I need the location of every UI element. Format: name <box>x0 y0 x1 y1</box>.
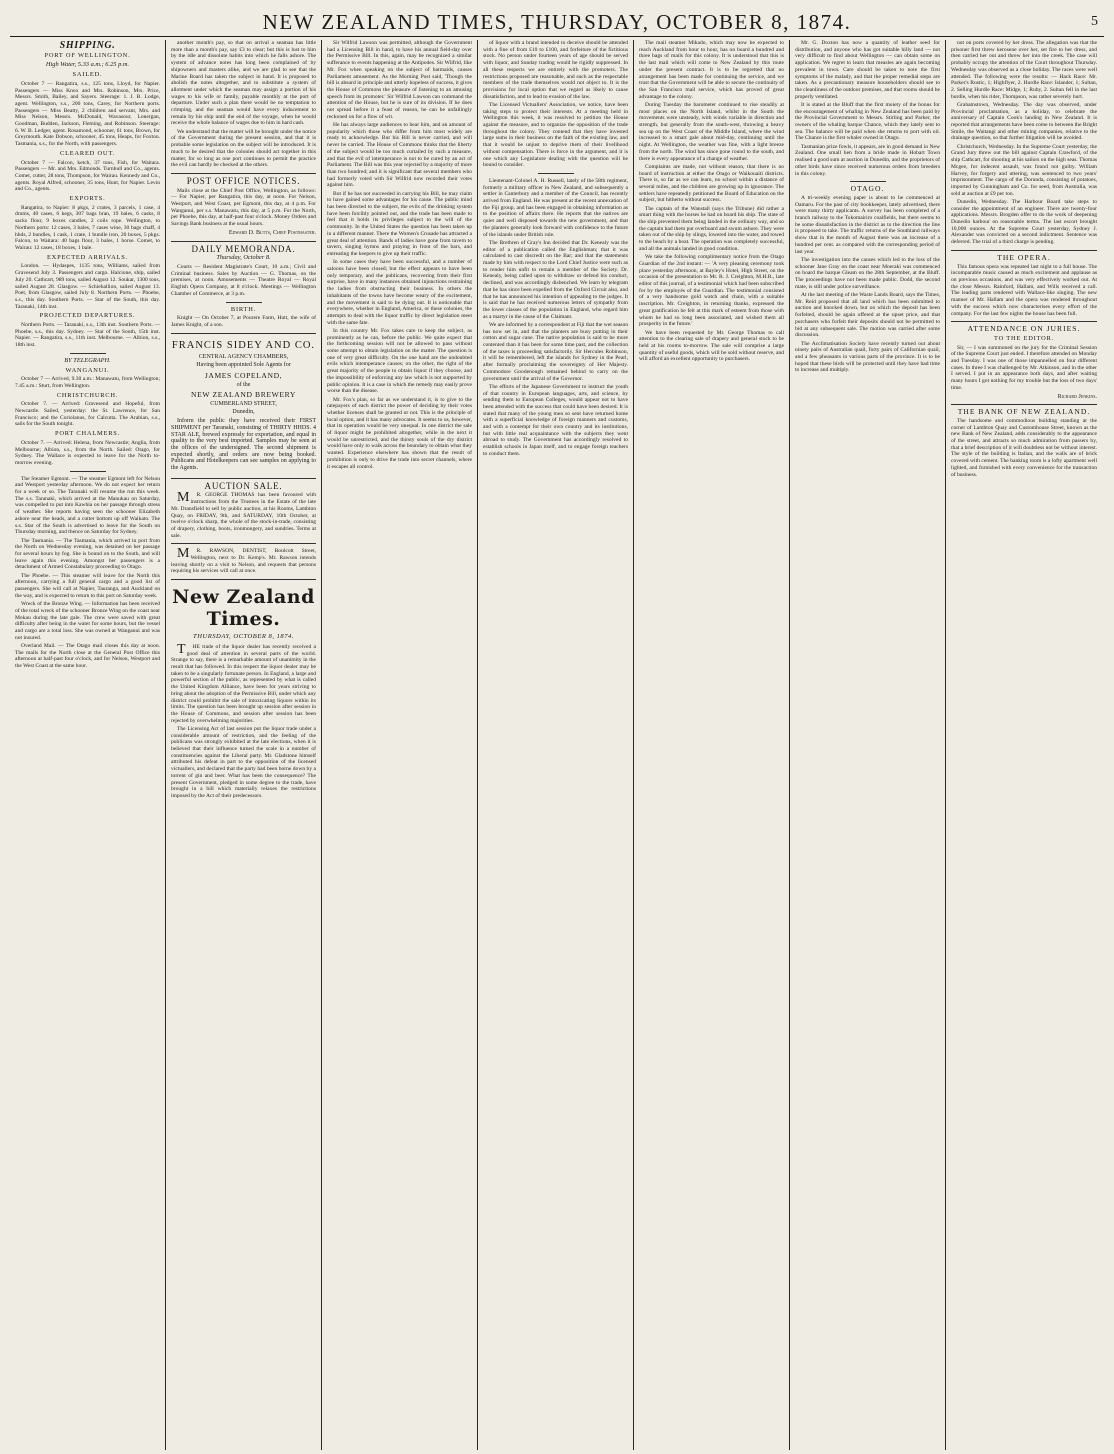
auction-text: MR. GEORGE THOMAS has been favoured with instructions from the Trustees in the Estate of the late Mr. Dransfield to sell by public auction, at his Rooms, Lambton Quay, on FRIDAY, 9th, and SATURDAY, 10th October, at twelve o'clock sharp, the whole of the stock-in-trade, consisting of drapery, clothing, boots, ironmongery, and sundries. Terms at sale. <box>171 490 316 539</box>
masthead <box>10 8 1104 37</box>
otago-heading: OTAGO. <box>850 184 885 194</box>
editorial-paragraph: In some cases they have been successful, and a number of saloons have been closed; but the effect appears to have been only temporary, and the publicans, recovering from their first surprise, have in many instances obtained injunctions restraining the ladies from obstructing their business. In others the inhabitants of the towns have become weary of the excitement, and the movement is said to be dying out. It is noticeable that everywhere, whether in England, America, or these colonies, the attempts to deal with the liquor traffic by direct legislation meet with the same fate. <box>327 259 472 326</box>
advertisement-sidey <box>171 333 316 479</box>
article-paragraph: Overland Mail. — The Otago mail closes this day at noon. The mails for the North close at the General Post Office this afternoon at half-past four o'clock, and for Nelson, Westport and the West Coast at the same hour. <box>15 642 160 670</box>
wanganui-heading: WANGANUI. <box>65 366 110 374</box>
memoranda-heading: DAILY MEMORANDA. <box>191 243 296 254</box>
editorial-date: THURSDAY, OCTOBER 8, 1874. <box>193 633 294 641</box>
memoranda-date: Thursday, October 8. <box>216 254 271 262</box>
divider <box>951 250 1097 251</box>
tide-times: High Water, 5.33 a.m.; 6.25 p.m. <box>45 61 130 69</box>
news-paragraph: Lieutenant-Colonel A. H. Russell, lately of the 58th regiment, formerly a military officer in New Zealand, and subsequently a settler in Canterbury and a member of the Council, has recently arrived from England. He was present at the recent annexation of the Fiji group, and has been engaged in obtaining information as to the position of affairs there. He reports that the natives are quiet and well disposed towards the new government, and that the planters generally look forward with confidence to the future of the islands under British rule. <box>483 177 628 238</box>
to-the-editor: TO THE EDITOR. <box>993 334 1054 342</box>
news-paragraph: We are informed by a correspondent at Fiji that the wet season has now set in, and that the planters are busy putting in their cotton and sugar cane. The native population is said to be more contented than it has been for some time past, and the collection of the taxes is proceeding satisfactorily. Sir Hercules Robinson, it will be remembered, left the islands for Sydney in the Pearl, after formally proclaiming the sovereignty of Her Majesty. Commodore Goodenough remained behind to carry on the government until the arrival of the Governor. <box>483 321 628 382</box>
news-paragraph: The Acclimatisation Society have recently turned out about ninety pairs of Australian quail, forty pairs of Californian quail, and a few pheasants in various parts of the province. It is to be hoped that these birds will be protected until they have had time to increase and multiply. <box>795 340 940 374</box>
editorial-paragraph: He has always large audiences to hear him, and an amount of popularity which those who differ from him most widely are ready to acknowledge. But his Bill is never carried, and will never be carried. The House of Commons thinks that the liberty of the subject would be too much curtailed by such a measure, and that the evil of intemperance is not to be cured by an act of Parliament. The Bill was this year rejected by a majority of more than two hundred; and it is significant that several members who had formerly voted with Sir Wilfrid now recorded their votes against him. <box>327 122 472 189</box>
telegram-paragraph: not on ports covered by her dress. The allegation was that the prisoner first threw kerosene over her, set fire to her dress, and then carried her out and threw her into the creek. The case will probably occupy the attention of the Court throughout Thursday. Wednesday was observed as a close holiday. The races were well attended. The following were the results: — Hack Race: Mr. Parker's Rustic, 1; Highflyer, 2. Hurdle Race: Islander, 1; Sultan, 2. Selling Hurdle Race: Midge, 1; Ruby, 2. Sultan fell in the last hurdle, when his rider, Thompson, was rather severely hurt. <box>951 40 1097 100</box>
news-paragraph: Tasmanian prize fowls, it appears, are in good demand in New Zealand. One small hen from a bride made in Hobart Town realised a good sum at auction in Dunedin, and the proprietors of other birds have since received numerous orders from breeders in this colony. <box>795 143 940 177</box>
birth-notice: Knight — On October 7, at Pourere Farm, Hutt, the wife of James Knight, of a son. <box>171 315 316 328</box>
news-paragraph: Complaints are made, not without reason, that there is no board of instruction at either the Otago or Waikouaiti districts. There is, so far as we can learn, no school within a distance of several miles, and the children are growing up in ignorance. The settlers have repeatedly petitioned the Board of Education on the subject, but hitherto without success. <box>639 163 784 204</box>
editorial-paragraph: THE trade of the liquor dealer has recently received a good deal of attention in several parts of the world. Strange to say, there is a remarkable amount of unanimity in the result that has followed. In this respect the liquor dealer may be taken to be a singularly fortunate person. In England, a large and powerful section of the public, as represented by what is called the United Kingdom Alliance, have been for years striving to bring about the adoption of the Permissive Bill, under which any district could prohibit the sale of intoxicating liquors within its limits. The question has been brought up session after session in the House of Commons, and session after session has been rejected by overwhelming majorities. <box>171 641 316 724</box>
telegraph-heading: BY TELEGRAPH. <box>64 356 111 364</box>
ad-line: JAMES COPELAND, <box>204 370 283 380</box>
article-paragraph: The Tasmania. — The Tasmania, which arrived in port from the North on Wednesday evening, was detained on her passage for several hours by fog. She is bound on to the South, and will leave again this evening. Amongst her passengers is a detachment of Armed Constabulary proceeding to Otago. <box>15 537 160 571</box>
opera-text: This famous opera was repeated last night to a full house. The incomparable music caused as much excitement and applause as on previous occasions, and was very effectively worked out. At the close Messrs. Rainford, Hallam, and Wills received a call. The leading parts rendered with Wallace-like singing. The new manner of Mr. Hallam and the opera was rendered throughout with the success which now characterises every effort of the company. For the last few nights the house has been full. <box>951 263 1097 317</box>
ad-line: CUMBERLAND STREET, <box>210 401 277 408</box>
ad-title: FRANCIS SIDEY AND CO. <box>171 339 316 351</box>
ad-line: NEW ZEALAND BREWERY <box>191 390 296 400</box>
news-paragraph: Mr. G. Doxton has now a quantity of leather seed for distribution, and anyone who has got suitable hilly land — not very difficult to find about Wellington — can obtain some on application. We regret to learn that measles are again becoming prevalent in town. Care should be taken to note the first symptoms of the malady, and that the proper remedial steps are taken. As a precautionary measure householders should see to the cleanliness of the outdoor premises, and that rooms should be properly ventilated. <box>795 40 940 100</box>
article-paragraph: The Steamer Egmont. — The steamer Egmont left for Nelson and Westport yesterday afternoon. We do not expect her return for a week or so. The Taranaki will resume the run this week. The s.s. Taranaki, which arrived at the Manukau on Saturday, was compelled to put into Kawhia on her passage through stress of weather. She reports having seen the schooner Elizabeth ashore near the heads, and a cutter bottom up off Waikato. The s.s. Star of the South is advertised to leave for the South on Thursday morning, and thence on Saturday for Sydney. <box>15 475 160 536</box>
otago-text: A tri-weekly evening paper is about to be commenced at Oamaru. For the past of city bookkeeper, lately advertised, there were many thirty applicants. A survey has been completed of a branch railway to the Tokomairiro coalfields, but there seems to be some dissatisfaction in the district as to the direction the line is proposed to take. The traffic returns of the Southland railways show that in the month of August there was an increase of a hundred per cent. as compared with the corresponding period of last year. <box>795 194 940 255</box>
ad-line: CENTRAL AGENCY CHAMBERS, <box>198 353 289 360</box>
editorial-paragraph: But if he has not succeeded in carrying his Bill, he may claim to have gained some advantages for his cause. The public mind has been directed to the subject, the evils of the drinking system have been forcibly pointed out, and the trade has been made to feel that it holds its privileges subject to the will of the community. In the United States the question has been taken up in a different manner. There the Women's Crusade has attracted a great deal of attention. Bands of ladies have gone from tavern to tavern, singing hymns and praying in front of the bars, and entreating the keepers to give up their traffic. <box>327 190 472 257</box>
christchurch-heading: CHRISTCHURCH. <box>56 391 119 399</box>
running-head: NEW ZEALAND TIMES, THURSDAY, OCTOBER 8, 1874. <box>262 10 852 34</box>
divider <box>70 353 106 354</box>
telegram-paragraph: Christchurch, Wednesday. In the Supreme Court yesterday, the Grand Jury threw out the bill against Captain Crawford, of the ship Cathcart, for shooting at his sailors on the high seas. Thomas Mcgee, for indecent assault, was found not guilty. William Harvey, for forgery and uttering, was sentenced to two years' imprisonment. The cargo of the Dorunda, consisting of potatoes, imported by Cunningham and Co. for seed, from Australia, was sold at auction at £9 per ton. <box>951 143 1097 197</box>
news-paragraph: The captain of the Wanstall (says the Tribune) did rather a smart thing with the horses he had on board his ship. The state of the ship prevented them being landed in the ordinary way, and so the captain had them put overboard and swum ashore. They were taken out of the ship by slings, lowered into the water, and towed to the beach by a boat. The operation was completely successful, and all the animals landed in good condition. <box>639 205 784 252</box>
bank-heading: THE BANK OF NEW ZEALAND. <box>957 407 1091 417</box>
editorial-paragraph: The Licensing Act of last session put the liquor trade under a considerable amount of restriction, and the feeling of the publicans was strongly exhibited at the late elections, when it is believed that their influence turned the scale in a number of constituencies against the Liberal party. Mr. Gladstone himself attributed his defeat in part to the opposition of the licensed victuallers, and declared that the party had been borne down by a torrent of gin and beer. What has been the consequence? The present Government, pledged in some degree to the trade, have brought in a bill which materially relaxes the restrictions imposed by the Act of their predecessors. <box>171 725 316 799</box>
divider <box>171 173 316 174</box>
news-paragraph: We have been requested by Mr. George Thomas to call attention to the clearing sale of drapery and general stock to be held at his rooms to-morrow. The sale will comprise a large quantity of useful goods, which will be sold without reserve, and will afford an excellent opportunity to purchasers. <box>639 329 784 363</box>
news-paragraph: During Tuesday the barometer continued to rise steadily at most places on the North Island, whilst in the South the movements were unsteady, with winds variable in direction and strength, but generally from the south-west, throwing a heavy sea up on the West Coast of the Middle Island, where the wind increased to a smart gale about mid-day, continuing until the night. At Wellington, the weather was fine, with a light breeze from the north. The wind has since gone round to the south, and there is every appearance of a change of weather. <box>639 101 784 162</box>
ad-line: Dunedin, <box>232 409 255 416</box>
divider <box>951 404 1097 405</box>
column-4 <box>478 40 634 1450</box>
memoranda-text: Courts — Resident Magistrate's Court, 10 a.m.; Civil and Criminal business. Sales by Auction — G. Thomas, on the premises, at noon. Amusements — Theatre Royal — Royal English Opera Company, at 8 o'clock. Meetings — Wellington Chamber of Commerce, at 3 p.m. <box>171 263 316 297</box>
news-paragraph: It is stated at the Bluff that the first moiety of the bonus for the encouragement of whaling in New Zealand has been paid by the Provincial Government to Messrs. Stirling and Parker, the owners of the whaling barque Chance, which they lately sent to sea. The balance will be paid when she returns to port with oil. The Chance is the first whaler owned in Otago. <box>795 101 940 142</box>
wanganui-text: October 7 — Arrived, 9.30 a.m.: Manawatu, from Wellington; 7.45 a.m.: Sturt, from Wellington. <box>15 376 160 389</box>
auction-heading: AUCTION SALE. <box>204 480 283 491</box>
editorial-paragraph: The Licensed Victuallers' Association, we notice, have been taking steps to protect their interests. At a meeting held in Wellington this week, it was resolved to petition the House against the measure, and to organize the opposition of the trade throughout the colony. They contend that they have invested large sums in their business on the faith of the existing law, and that it would be unjust to deprive them of their livelihood without compensation. There is force in the argument, and it is one which any Legislature dealing with the question will be bound to consider. <box>483 101 628 169</box>
bank-text: The handsome and commodious building standing at the corner of Lambton Quay and Customhouse Street, known as the new Bank of New Zealand, adds considerably to the appearance of the street, and attracts so much admiration from passers by, that a brief description of it will doubtless not be without interest. The style of the building is Italian, and the walls are of brick covered with cement. The banking room is a lofty apartment well lighted, and furnished with every convenience for the transaction of business. <box>951 417 1097 478</box>
article-paragraph: another month's pay, so that on arrival a seaman has little more than a month's pay, say £3 to clear; but this is lost to him by the idle and dissolute habits into which he falls ashore. The system of advance notes has long been complained of by shipowners and masters alike, and we are glad to see that the Marine Board has taken the subject in hand. It is proposed to abolish the notes altogether, and to substitute a system of allotment under which the seaman may assign a portion of his wages to his wife or family, payable monthly at the port of departure. Under such a plan there would be no temptation to crimping, and the seaman would have every inducement to remain by his ship until the end of the voyage, when he would receive the whole balance of wages due to him in hard cash. <box>171 40 316 127</box>
article-paragraph: We understand that the matter will be brought under the notice of the Government during the present session, and that it is probable some legislation on the subject will be introduced. It is much to be desired that the colonies should act together in this matter, for so long as one port continues to permit the practice the evil can hardly be checked at the others. <box>171 128 316 169</box>
port-chalmers-heading: PORT CHALMERS. <box>54 430 121 438</box>
article-paragraph: The Phoebe. — This steamer will leave for the North this afternoon, carrying a full general cargo and a good list of passengers. She will call at Napier, Tauranga, and Auckland on the way, and is expected to return to this port on Saturday week. <box>15 572 160 599</box>
ad-body: Inform the public they have received their FIRST SHIPMENT per Taranaki, consisting of THIRTY HHDS. 4 STAR ALE, brewed expressly for exportation, and equal in quality to the very best imported. Samples may be seen at the offices of the undersigned. The second shipment is expected shortly, and orders are now being booked. Publicans and Hotelkeepers can see samples on applying to the Agents. <box>171 418 316 472</box>
christchurch-text: October 7. — Arrived: Gravesend and Hopeful, from Newcastle. Sailed, yesterday: the St. Lawrence, for San Francisco; and the Coriolanus, for Calcutta. The Arabian, s.s., sails for the South tonight. <box>15 401 160 428</box>
news-paragraph: At the last meeting of the Waste Lands Board, says the Times, Mr. Reid proposed that all land which has been submitted to auction and knocked down, but on which the deposit has been forfeited, should be again offered at the upset price, and that purchasers who forfeit their deposits should not be permitted to bid at any subsequent sale. The motion was carried after some discussion. <box>795 291 940 339</box>
jury-heading: ATTENDANCE ON JURIES. <box>967 324 1081 334</box>
column-1 <box>10 40 166 1450</box>
departures-heading: PROJECTED DEPARTURES. <box>39 312 136 320</box>
departures-text: Northern Ports. — Taranaki, s.s., 13th inst. Southern Ports. — Phoebe, s.s., this day. Sydney. — Star of the South, 15th inst. Napier. — Rangatira, s.s., 11th inst. Melbourne. — Albion, s.s., 18th inst. <box>15 322 160 349</box>
divider <box>171 543 316 544</box>
port-chalmers-text: October 7. — Arrived: Helena, from Newcastle; Anglia, from Melbourne; Albion, s.s., from the North. Sailed: Otago, for Sydney. The Wallace is expected to leave for the North to-morrow evening. <box>15 439 160 466</box>
ad-line: Having been appointed Sole Agents for <box>196 361 291 368</box>
jury-letter: Sir, — I was summoned on the jury for the Criminal Session of the Supreme Court just ended. I therefore attended on Monday and Tuesday. I was one of those impannelled on four different cases. In three I was challenged by Mr. Atkinson, and in the other I served. I put in an appearance both days, and after waiting many hours I got nothing for my trouble but the loss of two days' time. <box>951 344 1097 391</box>
editorial-paragraph: Mr. Fox's plan, so far as we understand it, is to give to the ratepayers of each district the power of deciding by their votes whether licenses shall be granted or not. This is the principle of local option, and it has many advocates. It seems to us, however, that its operation would be very unequal. In one district the sale of liquor might be prohibited altogether, while in the next it would be unrestricted, and the thirsty souls of the dry district would have only to walk across the boundary to obtain what they wanted. Experience elsewhere has shown that the result of prohibition is only to drive the trade into secret channels, where it escapes all control. <box>327 396 472 470</box>
exports-text: Rangatira, to Napier: 8 pkgs, 2 crates, 3 parcels, 1 case, 4 drums, 40 cases, 6 kegs, 307 bags bran, 19 bales, 6 casks, 8 sacks flour, 9 boxes candles, 2 coils rope. Wellington, to Northern ports: 12 cases, 3 bales, 7 cases wine, 30 bags chaff, 4 hhds, 2 bundles, 1 cask, 1 crate, 1 bundle iron, 20 boxes, 5 pkgs. Falcon, to Waitara: 40 bags flour, 3 bales, 1 horse. Comet, to Wairau: 12 cases, 18 boxes, 1 bale. <box>15 204 160 251</box>
divider <box>538 173 574 174</box>
divider <box>171 241 316 242</box>
column-3 <box>322 40 478 1450</box>
newspaper-title: New Zealand Times. <box>172 586 315 631</box>
page-number: 5 <box>1091 14 1098 29</box>
sailed-text: October 7 — Rangatira, s.s., 125 tons, Lloyd, for Napier. Passengers — Miss Knox and Mrs. Robinson, Mrs. Price, Messrs. Smith, Bailey, and Sayers. Steerage: 1. J. B. Lodge, agent. Wellington, s.s., 200 tons, Carey, for Northern ports. Passengers — Miss Beatty, 2 children and servant, Mrs. and Miss Nelson, Messrs. McDonald, Wavasour, Lonergan, Goodman, Budden, Jackson, Fleming, and Robinson. Steerage: 6. W. B. Ledger, agent. Rosamond, schooner, 61 tons, Brown, for Greymouth. Kate Dobson, schooner, 45 tons, Heaps, for Foxton. Tasmania, s.s., for the North, with passengers. <box>15 80 160 148</box>
editorial-paragraph: of liquor with a brand intended to deceive should be attended with a fine of from £10 to £100, and forfeiture of the fictitious stock. No person under fourteen years of age should be served with liquor, and Sunday trading would be rigidly suppressed. In all these respects we are entirely with the promoters. The restrictions proposed are reasonable, and such as the respectable members of the trade themselves would not object to. It is the provisions for local option that we regard as likely to cause dissatisfaction, and to lead to evasion of the law. <box>483 40 628 100</box>
columns <box>10 40 1104 1450</box>
cleared-text: October 7 — Falcon, ketch, 37 tons, Fish, for Waitara. Passengers — Mr. and Mrs. Edmonds. Turnbull and Co., agents. Comet, cutter, 28 tons, Thompson, for Wairau. Kennedy and Co., agents. Royal Alfred, schooner, 35 tons, Hunt, for Napier. Levin and Co., agents. <box>15 159 160 193</box>
divider <box>850 181 886 182</box>
article-paragraph: Wreck of the Bronze Wing. — Information has been received of the total wreck of the schooner Bronze Wing on the coast near Mokau during the late gale. The crew were saved with great difficulty after being in the water for some hours, but the vessel and cargo are a total loss. She was owned at Wanganui and was not insured. <box>15 601 160 641</box>
cleared-heading: CLEARED OUT. <box>60 149 115 157</box>
telegram-paragraph: Grahamstown, Wednesday. The day was observed, under Provincial proclamation, as a holiday, to celebrate the anniversary of Captain Cook's landing in New Zealand. It is reported that arrangements have been come to between the Bright Smile, the Waitangi and other mining companies, relative to the drainage question, so that further litigation will be avoided. <box>951 101 1097 142</box>
divider <box>226 302 262 303</box>
arrivals-text: London. — Hydaspes, 1135 tons, Williams, sailed from Gravesend July 3. Passengers and cargo. Halcione, ship, sailed July 20. Cathcart, 989 tons, sailed August 12. Soukar, 1300 tons, sailed August 28. Glasgow. — Schiehallion, sailed August 13. Poet, from Glasgow, sailed July 8. Northern Ports. — Phoebe, s.s., this day. Southern Ports. — Star of the South, this day. Taranaki, 14th inst. <box>15 263 160 310</box>
sailed-heading: SAILED. <box>72 71 103 79</box>
editorial-paragraph: In this country Mr. Fox takes care to keep the subject, as prominently as he can, before the public. We quite expect that the forthcoming session will not be allowed to pass without some attempt to obtain legislation on the matter. The question is one of very great difficulty. On the one hand are the undoubted evils which intemperance causes; on the other, the right of the great majority of the people to obtain liquor if they choose, and the impossibility of enforcing any law which is not supported by public opinion. It is a case in which the remedy may easily prove worse than the disease. <box>327 327 472 395</box>
editorial-paragraph: Sir Wilfrid Lawson was permitted, although the Government had a Licensing Bill in hand, to have his annual field-day over the Permissive Bill. In this, again, may be recognized a similar sufferance to events happening at the Antipodes. Sir Wilfrid, like Mr. Fox when speaking on the subject of barmaids, causes Parliament amusement. As the Morning Post said, 'Though the bill is absurd in principle and utterly hopeless of success, it gives the House of Commons the pleasure of listening to an amusing speech from its promoter.' Sir Wilfrid Lawson can command the attention of the House, but he is sure of its division. If he does not spread before it a feast of reason, he can be unfailingly reckoned on for a flow of wit. <box>327 40 472 120</box>
opera-heading: THE OPERA. <box>997 252 1051 262</box>
post-office-heading: POST OFFICE NOTICES. <box>186 175 301 186</box>
letter-signature: Richard Jenkins. <box>1057 393 1097 400</box>
dentist-notice: MR. RAWSON, DENTIST, Boulcott Street, Wellington, next to Dr. Kemp's. Mr. Rawson intends leaving shortly on a visit to Nelson, and requests that persons requiring his services will call at once. <box>171 546 316 575</box>
shipping-heading: SHIPPING. <box>59 40 116 51</box>
news-paragraph: The investigation into the causes which led to the loss of the schooner Jane Gray on the coast near Moeraki was commenced on board the barque Gleam on the 28th September, at the Bluff. The proceedings have not been made public. Dodd, the second mate, is still under police surveillance. <box>795 256 940 290</box>
divider <box>951 321 1097 322</box>
column-5 <box>634 40 790 1450</box>
news-paragraph: We take the following complimentary notice from the Otago Guardian of the 2nd instant: — 'A very pleasing ceremony took place yesterday afternoon, at Bayley's Hotel, High Street, on the occasion of the presentation to Mr. R. J. Creighton, M.H.R., late editor of this journal, of a testimonial which had been subscribed for by the employés of the Guardian. The testimonial consisted of a very handsome gold watch and chain, with a suitable inscription. Mr. Creighton, in returning thanks, expressed the great gratification he felt at this mark of esteem from those with whom he had so long been associated, and wished them all prosperity in the future.' <box>639 254 784 328</box>
ad-line: of the <box>236 381 251 388</box>
arrivals-heading: EXPECTED ARRIVALS. <box>46 253 129 261</box>
column-2 <box>166 40 322 1450</box>
telegram-paragraph: Dunedin, Wednesday. The Harbour Board take steps to consider the appointment of an engineer. There are twenty-four applications. Messrs. Brogden offer to do the work of deepening Dunedin harbour on reasonable terms. The last escort brought 10,000 ounces. At the Supreme Court yesterday, Sydney J. Alexander was convicted on a second indictment. Sentence was deferred. The trial of a third charge is pending. <box>951 198 1097 246</box>
birth-heading: BIRTH. <box>230 305 257 313</box>
news-paragraph: The mail steamer Mikado, which may now be expected to reach Auckland from hour to hour, has on board a hundred and three bags of mails for this colony. It is understood that this is the last mail which will come to New Zealand by this route under the present contract. It is to be regretted that no arrangement has been made for continuing the service, and we trust that the Government will be able to secure the continuity of the San Francisco mail service, which has proved of great advantage to the colony. <box>639 40 784 100</box>
exports-heading: EXPORTS. <box>69 195 106 203</box>
column-7 <box>946 40 1102 1450</box>
divider <box>70 471 106 472</box>
post-office-text: Mails close at the Chief Post Office, Wellington, as follows: — For Napier, per Rangatira, this day, at noon. For Nelson, Westport, and West Coast, per Egmont, this day, at 4 p.m. For Wanganui, per s.s. Manawatu, this day, at 5 p.m. For the North, per Phoebe, this day, at half-past four o'clock. Money Orders and Savings Bank business at the usual hours. <box>171 187 316 228</box>
news-paragraph: The Brethren of Gray's Inn decided that Dr. Kenealy was the editor of a publication called the Englishman; that it was calculated to cast discredit on the Bar; and that the statements made by him with respect to the Lord Chief Justice were such as to render him unfit to remain a member of the Society. Dr. Kenealy, being called upon to withdraw or defend his conduct, declined, and was accordingly disbenched. We learn by telegram that he has since been expelled from the Oxford Circuit also, and that he has announced his intention of appealing to the judges. It is said that he has received numerous letters of sympathy from the lower classes of the population in England, who regard him as a martyr in the cause of the Claimant. <box>483 239 628 320</box>
column-6 <box>790 40 946 1450</box>
news-paragraph: The efforts of the Japanese Government to instruct the youth of that country in European languages, arts, and science, by sending them to European Colleges, would appear not to have been attended with the success that could have been desired. It is stated that many of the young men so sent have returned home with a superficial knowledge of foreign manners and customs, and with a contempt for their own country and its institutions, but with little real acquaintance with the subjects they went abroad to study. The Government has accordingly resolved to establish schools in Japan itself, and to engage foreign teachers to conduct them. <box>483 383 628 457</box>
port-heading: PORT OF WELLINGTON. <box>44 51 131 59</box>
postmaster-signature: Edward D. Butts, Chief Postmaster. <box>228 229 316 236</box>
divider <box>171 579 316 580</box>
